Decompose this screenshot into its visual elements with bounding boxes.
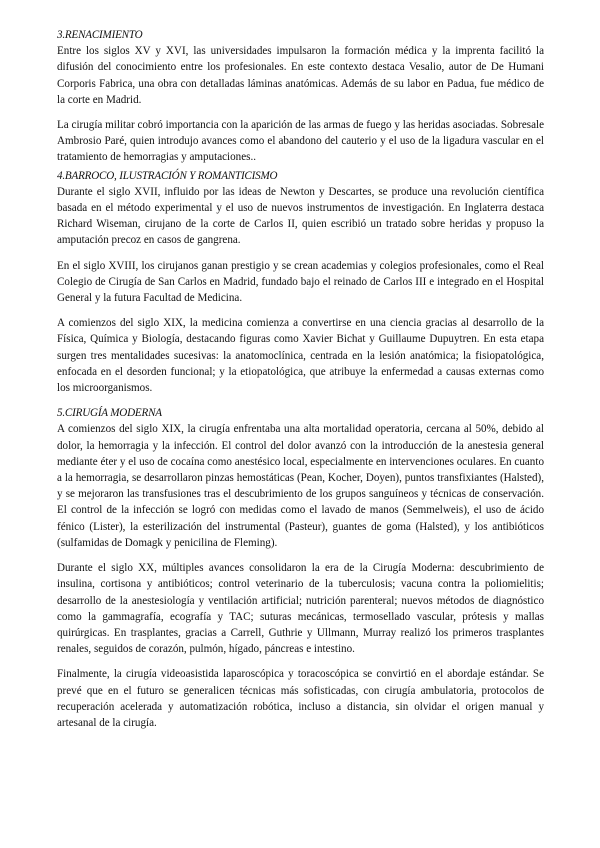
section-renacimiento: [57, 27, 544, 166]
paragraph: A comienzos del siglo XIX, la medicina comienza a convertirse en una ciencia gracias al desarrollo de la Física, Química y Biología, destacando figuras como Xavier Bichat y Guillaume Dupuytren. En esta etapa surgen tres mentalidades sucesivas: la anatomoclínica, centrada en la lesión anatómica; la fisiopatológica, enfocada en el desorden funcional; y la etiopatológica, que atribuye la enfermedad a causas externas como los microorganismos.: [57, 317, 544, 395]
paragraph: En el siglo XVIII, los cirujanos ganan prestigio y se crean academias y colegios profesionales, como el Real Colegio de Cirugía de San Carlos en Madrid, fundado bajo el reinado de Carlos III e integrado en el Hospital General y la futura Facultad de Medicina.: [57, 259, 544, 305]
section-cirugia-moderna: [57, 405, 544, 731]
paragraph: Finalmente, la cirugía videoasistida laparoscópica y toracoscópica se convirtió en el abordaje estándar. Se prevé que en el futuro se generalicen técnicas más sofisticadas, con cirugía ambulatoria, protocolos de recuperación acelerada y automatización robótica, incluso a distancia, sin olvidar el origen manual y artesanal de la cirugía.: [57, 668, 544, 729]
document-page: [57, 27, 544, 731]
paragraph: A comienzos del siglo XIX, la cirugía enfrentaba una alta mortalidad operatoria, cercana al 50%, debido al dolor, la hemorragia y la infección. El control del dolor avanzó con la introducción de la anestesia general mediante éter y el uso de cocaína como anestésico local, especialmente en intervenciones oculares. En cuanto a la hemorragia, se desarrollaron pinzas hemostáticas (Pean, Kocher, Doyen), puntos transfixiantes (Halsted), y se mejoraron las transfusiones tras el descubrimiento de los grupos sanguíneos y técnicas de conservación. El control de la infección se logró con medidas como el lavado de manos (Semmelweis), el uso de ácido fénico (Lister), la esterilización del instrumental (Pasteur), guantes de goma (Halsted), y los antibióticos (sulfamidas de Domagk y penicilina de Fleming).: [57, 423, 544, 549]
section-heading: 4.BARROCO, ILUSTRACIÓN Y ROMANTICISMO: [57, 169, 278, 182]
paragraph: La cirugía militar cobró importancia con la aparición de las armas de fuego y las heridas asociadas. Sobresale Ambrosio Paré, quien introdujo avances como el abandono del cauterio y el uso de la ligadura vascular en el tratamiento de hemorragias y amputaciones..: [57, 119, 544, 164]
section-barroco: [57, 168, 544, 397]
section-heading: 5.CIRUGÍA MODERNA: [57, 407, 162, 420]
section-heading: 3.RENACIMIENTO: [57, 29, 143, 41]
paragraph: Entre los siglos XV y XVI, las universidades impulsaron la formación médica y la imprenta facilitó la difusión del conocimiento entre los profesionales. En este contexto destaca Vesalio, autor de De Humani Corporis Fabrica, una obra con detalladas láminas anatómicas. Además de su labor en Padua, fue médico de la corte en Madrid.: [57, 45, 544, 106]
paragraph: Durante el siglo XX, múltiples avances consolidaron la era de la Cirugía Moderna: descubrimiento de insulina, cortisona y antibióticos; control veterinario de la tuberculosis; vacuna contra la poliomielitis; desarrollo de la anestesiología y ventilación artificial; nutrición parenteral; nuevos métodos de diagnóstico como la gammagrafía, ecografía y TAC; suturas mecánicas, termosellado vascular, prótesis y mallas quirúrgicas. En trasplantes, gracias a Carrell, Guthrie y Ullmann, Murray realizó los primeros trasplantes renales, seguidos de corazón, pulmón, hígado, páncreas e intestino.: [57, 562, 544, 656]
paragraph: Durante el siglo XVII, influido por las ideas de Newton y Descartes, se produce una revolución científica basada en el método experimental y el uso de nuevos instrumentos de investigación. En Inglaterra destaca Richard Wiseman, cirujano de la corte de Carlos II, quien escribió un tratado sobre heridas y propuso la amputación precoz en casos de gangrena.: [57, 185, 544, 247]
